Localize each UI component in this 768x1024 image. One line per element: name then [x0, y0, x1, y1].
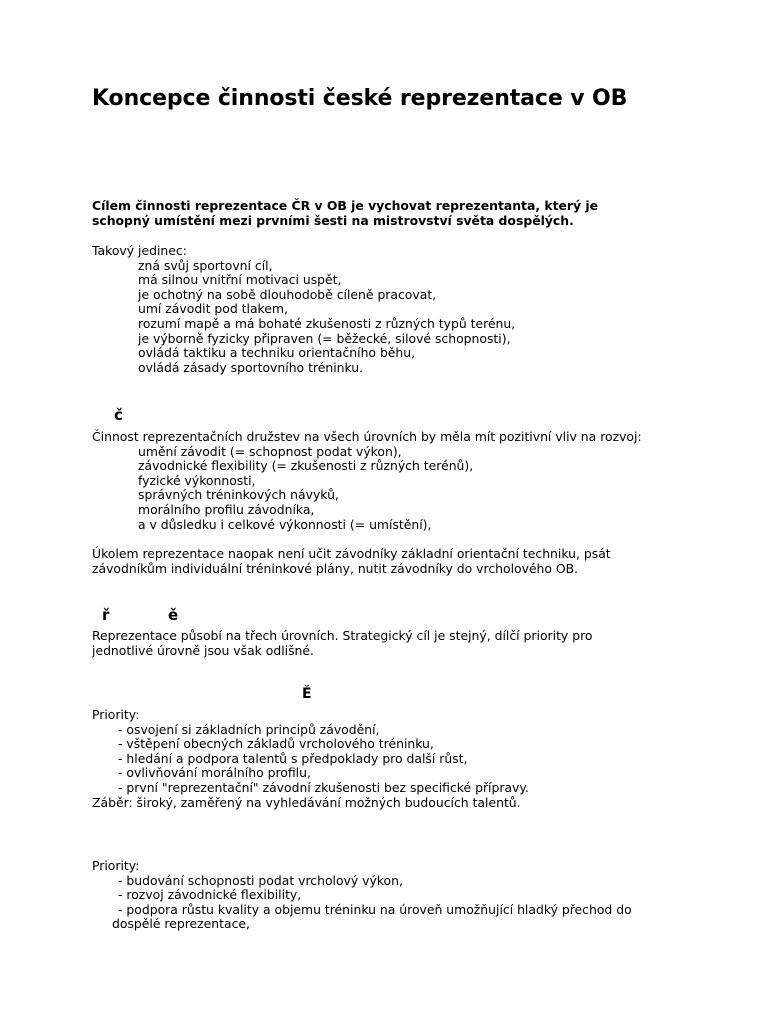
intro-paragraph [92, 199, 598, 228]
list-item: - vštěpení obecných základů vrcholového tréninku, [118, 736, 434, 752]
intro-line: Cílem činnosti reprezentace ČR v OB je vychovat reprezentanta, který je [92, 198, 599, 213]
influence-lead: Činnost reprezentačních družstev na všech úrovních by měla mít pozitivní vliv na rozvoj: [92, 429, 642, 444]
list-item: - budování schopnosti podat vrcholový výkon, [118, 872, 403, 888]
influence-section [92, 430, 642, 532]
list-item: - podpora růstu kvality a objemu tréninku na úroveň umožňující hladký přechod do [118, 901, 632, 917]
list-item: morálního profilu závodníka, [138, 501, 315, 517]
list-item: umění závodit (= schopnost podat výkon), [138, 443, 402, 459]
list-item: umí závodit pod tlakem, [138, 301, 288, 317]
list-item: ovládá zásady sportovního tréninku. [138, 359, 364, 375]
list-item: - hledání a podpora talentů s předpoklady pro další růst, [118, 750, 468, 766]
list-item: správných tréninkových návyků, [138, 487, 339, 503]
list-item: má silnou vnitřní motivaci uspět, [138, 272, 342, 288]
list-item: - osvojení si základních principů závodění, [118, 721, 380, 737]
list-item: je ochotný na sobě dlouhodobě cíleně pracovat, [138, 286, 437, 302]
heading-fragment: Ě [302, 686, 312, 702]
individual-section [92, 244, 515, 375]
intro-line: schopný umístění mezi prvními šesti na mistrovství světa dospělých. [92, 212, 574, 228]
priorities-lead: Priority: [92, 858, 140, 873]
list-item: - ovlivňování morálního profilu, [118, 765, 311, 781]
list-item: fyzické výkonnosti, [138, 472, 256, 488]
list-item: - první "reprezentační" závodní zkušenosti bez specifické přípravy. [118, 779, 529, 795]
individual-lead: Takový jedinec: [92, 243, 187, 258]
level1-section [92, 708, 529, 810]
list-item: rozumí mapě a má bohaté zkušenosti z různých typů terénu, [138, 315, 516, 331]
levels-line: jednotlivé úrovně jsou však odlišné. [92, 642, 314, 658]
list-item: závodnické flexibility (= zkušenosti z různých terénů), [138, 458, 474, 474]
list-item: je výborně fyzicky připraven (= běžecké, silové schopnosti), [138, 330, 511, 346]
levels-paragraph [92, 629, 592, 658]
list-item: a v důsledku i celkové výkonnosti (= umístění), [138, 516, 432, 532]
task-paragraph [92, 547, 611, 576]
heading-fragment: ě [168, 606, 179, 624]
list-item: - rozvoj závodnické flexibility, [118, 887, 302, 903]
heading-fragment: č [114, 406, 123, 424]
level2-section [92, 859, 632, 932]
page-title: Koncepce činnosti české reprezentace v OB [92, 86, 628, 111]
list-item: ovládá taktiku a techniku orientačního běhu, [138, 345, 416, 361]
task-line: Úkolem reprezentace naopak není učit závodníky základní orientační techniku, psát [92, 546, 611, 561]
scope-line: Záběr: široký, zaměřený na vyhledávání možných budoucích talentů. [92, 794, 521, 810]
heading-fragment: ř [102, 606, 110, 624]
list-item-continuation: dospělé reprezentace, [112, 916, 250, 932]
levels-line: Reprezentace působí na třech úrovních. Strategický cíl je stejný, dílčí priority pro [92, 628, 593, 643]
priorities-lead: Priority: [92, 707, 140, 722]
task-line: závodníkům individuální tréninkové plány, nutit závodníky do vrcholového OB. [92, 560, 579, 576]
list-item: zná svůj sportovní cíl, [138, 257, 273, 273]
